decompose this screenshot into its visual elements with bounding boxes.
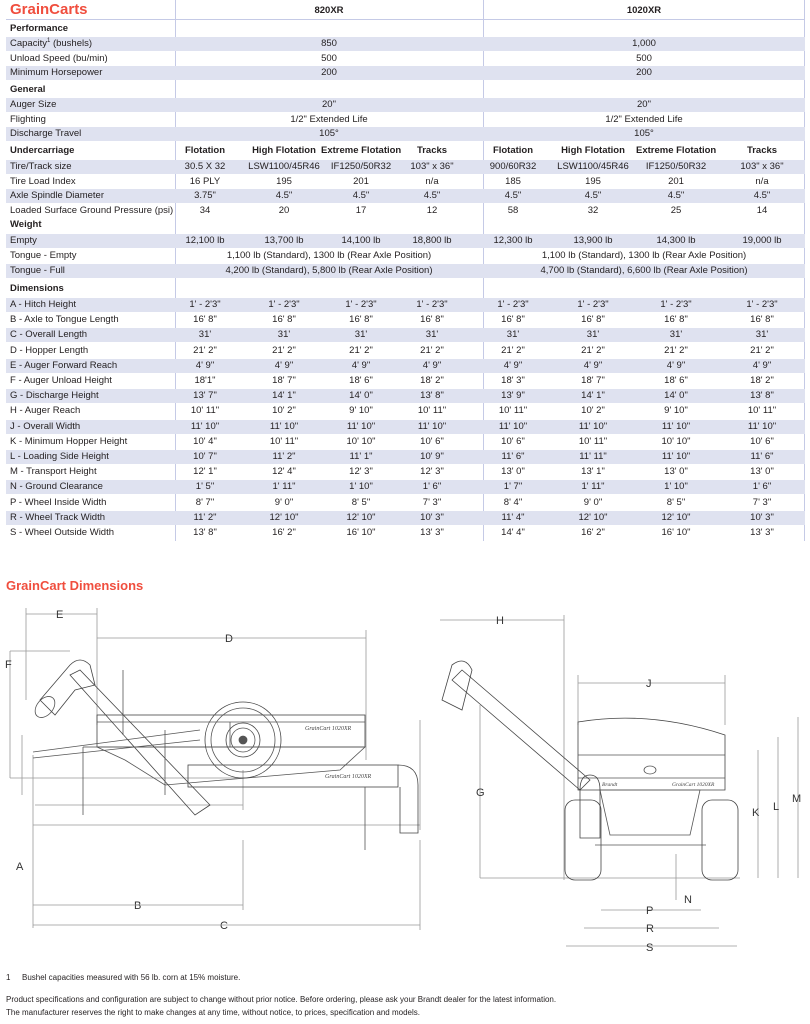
cell-value: 9' 0" [274,496,294,508]
cell-value: 10' 7" [193,451,217,462]
row-label: Tire Load Index [10,175,76,187]
brand-decal: Brandt [602,782,618,788]
cell-value: 21' 2" [501,344,525,356]
cell-value: 8' 4" [503,496,523,508]
table-row [6,98,805,112]
cell-value: 900/60R32 [489,161,537,172]
cell-value: 16' 10" [661,527,691,538]
cell-value: 19,000 lb [742,235,782,246]
table-row [6,480,805,494]
cell-value: 16' 8" [349,314,373,326]
row-label: P - Wheel Inside Width [10,496,107,508]
cell-value: 34 [199,204,211,216]
cell-value: 13' 0" [664,466,688,478]
table-row [6,175,805,189]
cell-value: LSW1100/45R46 [557,161,629,172]
cell-value: 11' 10" [578,420,608,432]
cell-value: 18' 2" [420,375,444,386]
auger-spout [40,660,95,715]
row-label: J - Overall Width [10,420,81,432]
cell-value: 13' 3" [420,527,444,538]
cell-value: 10' 3" [420,511,444,523]
cell-value: 1' 10" [664,481,688,493]
cell-value: 4' 9" [666,359,686,371]
auger-tube-rear [452,670,590,790]
footnote-ref: 1 [46,38,51,44]
row-label: Minimum Horsepower [10,67,103,79]
cell-value: 103" x 36" [740,161,784,172]
cell-value: 1' 11" [272,481,296,493]
cell-value: 1' - 2'3" [577,299,609,310]
dim-label-k: K [752,807,760,819]
cell-value: 9' 0" [583,496,603,508]
table-row [6,189,805,203]
cell-value: 13' 0" [750,466,774,478]
cell-value: 11' 10" [498,420,528,432]
cell-value: 21' 2" [349,344,373,356]
cell-value: 10' 2" [581,405,605,417]
column-header-high-flotation: High Flotation [561,145,625,156]
cell-value: 10' 11" [578,435,608,447]
cell-value: 1' - 2'3" [268,299,300,310]
cell-value: 10' 10" [661,435,691,447]
cell-value: 14' 4" [501,527,525,538]
cell-value: 11' 10" [661,451,691,462]
cell-value: 185 [505,175,521,187]
cell-value: 200 [321,67,337,79]
cell-value: n/a [425,175,439,187]
table-row [6,511,805,525]
cell-value: 30.5 X 32 [184,161,226,172]
cell-value: 11' 10" [346,420,376,432]
cell-value: 1' - 2'3" [189,299,221,310]
row-label: L - Loading Side Height [10,451,109,462]
cell-value: 1' 10" [349,481,373,493]
dim-label-e: E [56,609,64,621]
cell-value: 10' 10" [346,435,376,447]
cell-value: 4' 9" [503,359,523,371]
cell-value: 11' 2" [193,511,217,523]
cell-value: 1' 5" [195,481,215,493]
cell-value: IF1250/50R32 [645,161,707,172]
dim-label-r: R [646,923,654,935]
row-label: S - Wheel Outside Width [10,527,115,538]
cell-value: 8' 5" [351,496,371,508]
row-label: Loaded Surface Ground Pressure (psi) [10,204,174,216]
row-label: D - Hopper Length [10,344,89,356]
column-header-tracks: Tracks [746,145,778,156]
cell-value: 16' 8" [664,314,688,326]
row-label: Tire/Track size [10,161,72,172]
table-row [6,420,805,434]
cell-value: 11' 2" [272,451,296,462]
cell-value: 11' 11" [579,451,607,462]
cell-value: 16' 10" [346,527,376,538]
cell-value: 4.5" [753,190,771,202]
diagram-title: GrainCart Dimensions [6,578,144,593]
cell-value: 12' 3" [420,466,444,478]
cell-value: 18' 6" [664,375,688,386]
cell-value: 4,200 lb (Standard), 5,800 lb (Rear Axle Position) [225,265,433,276]
dim-label-s: S [646,942,654,954]
auger-spout-rear [442,661,472,710]
cell-value: 14' 0" [664,390,688,402]
cell-value: 17 [355,204,367,216]
cell-value: 18,800 lb [412,235,452,246]
cell-value: 11' 6" [750,451,774,462]
disclaimer: Product specifications and configuration are subject to change without prior notice. Before ordering, please ask your Brandt dealer for the latest information. The manufacturer reserves the right to make changes at any time, without notice, to prices, specification and models. [6,995,557,1017]
row-label: Auger Size [10,99,57,110]
cell-value: 13' 9" [501,390,525,402]
cell-value: 11' 10" [661,420,691,432]
row-label: M - Transport Height [10,466,97,478]
section-heading-dimensions: Dimensions [10,283,64,294]
cell-value: 850 [321,38,337,49]
hopper-rear [578,718,725,790]
cell-value: 9' 10" [349,405,373,417]
column-header-extreme-flotation: Extreme Flotation [321,145,402,156]
table-row [6,37,805,51]
cell-value: 21' 2" [193,344,217,356]
table-row [6,435,805,449]
cell-value: 14' 1" [272,390,296,402]
dim-label-n: N [684,894,692,906]
cell-value: 12,300 lb [493,235,533,246]
cell-value: 12,100 lb [185,235,225,246]
cell-value: 12' 10" [269,511,299,523]
cell-value: 1' - 2'3" [345,299,377,310]
column-header-extreme-flotation: Extreme Flotation [636,145,717,156]
dim-label-c: C [220,920,228,932]
row-label: E - Auger Forward Reach [10,359,118,371]
cell-value: 10' 9" [420,451,444,462]
cell-value: 4' 9" [351,359,371,371]
cell-value: 18' 7" [272,375,296,386]
dim-label-l: L [773,801,780,813]
cell-value: 11' 4" [501,511,525,523]
right-tire [702,800,738,880]
row-label: Discharge Travel [10,128,82,140]
cell-value: 12' 10" [578,511,608,523]
column-header-tracks: Tracks [416,145,448,156]
column-header-flotation: Flotation [492,145,534,156]
cell-value: 14' 1" [581,390,605,402]
cell-value: 10' 11" [747,405,777,417]
section-heading-performance: Performance [10,23,69,34]
cell-value: 1,100 lb (Standard), 1300 lb (Rear Axle Position) [541,250,747,261]
cell-value: 13' 3" [750,527,774,538]
cell-value: 31' [586,329,600,341]
cell-value: 4.5" [275,190,293,202]
table-row [6,234,805,248]
cell-value: 18' 6" [349,375,373,386]
cell-value: 201 [668,175,684,187]
cell-value: 4' 9" [583,359,603,371]
table-row [6,113,805,127]
cell-value: 500 [321,52,337,64]
row-label: Tongue - Empty [10,250,77,261]
cell-value: 1' - 2'3" [660,299,692,310]
cell-value: 12' 3" [349,466,373,478]
table-row [6,328,805,342]
cell-value: 1' - 2'3" [416,299,448,310]
cell-value: 14,300 lb [656,235,696,246]
row-label: K - Minimum Hopper Height [10,435,128,447]
row-label: Unload Speed (bu/min) [10,52,108,64]
cell-value: 12 [426,204,438,216]
spout-tube [398,765,418,833]
cell-value: 201 [353,175,369,187]
cell-value: 20" [637,99,651,110]
table-row [6,52,805,66]
cell-value: 103" x 36" [410,161,454,172]
cell-value: 1' 11" [581,481,605,493]
cell-value: 10' 11" [417,405,447,417]
cell-value: n/a [755,175,769,187]
decal-rear: GrainCart 1020XR [672,782,715,788]
cell-value: 31' [425,329,439,341]
cell-value: 3.75" [194,190,216,202]
cell-value: 11' 1" [349,451,373,462]
table-row [6,298,805,312]
model-header-1020xr: 1020XR [626,5,662,16]
column-header-flotation: Flotation [184,145,226,156]
row-label: Empty [10,235,37,246]
table-row [6,127,805,141]
cell-value: 12' 10" [661,511,691,523]
row-label: G - Discharge Height [10,390,99,402]
table-row [6,389,805,403]
cell-value: 16' 2" [581,527,605,538]
header-divider [6,19,805,20]
cell-value: 13' 7" [193,390,217,402]
cell-value: 1,000 [632,38,656,49]
row-label: R - Wheel Track Width [10,511,106,523]
cell-value: 10' 4" [193,435,217,447]
cell-value: 195 [585,175,601,187]
table-row [6,66,805,80]
cell-value: 18' 2" [750,375,774,386]
cell-value: 1' - 2'3" [497,299,529,310]
row-label: H - Auger Reach [10,405,81,417]
cell-value: 10' 11" [269,435,299,447]
cell-value: 20" [322,99,336,110]
cell-value: 18'1" [194,375,216,386]
cell-value: 8' 7" [195,496,215,508]
cell-value: 4.5" [584,190,602,202]
cell-value: 18' 3" [501,375,525,386]
cell-value: 8' 5" [666,496,686,508]
cell-value: 13' 8" [420,390,444,402]
cell-value: 7' 3" [752,496,772,508]
cell-value: 21' 2" [750,344,774,356]
cell-value: 16' 2" [272,527,296,538]
cell-value: 10' 11" [498,405,528,417]
table-row [6,344,805,358]
cell-value: 31' [506,329,520,341]
cell-value: 11' 10" [747,420,777,432]
column-header-high-flotation: High Flotation [252,145,316,156]
cell-value: 14 [756,204,768,216]
cell-value: 31' [277,329,291,341]
cell-value: 4' 9" [274,359,294,371]
dim-label-j: J [646,678,652,690]
cell-value: 16' 8" [272,314,296,326]
cell-value: 20 [278,204,290,216]
cell-value: IF1250/50R32 [330,161,392,172]
row-label: Tongue - Full [10,265,65,276]
left-tire [565,800,601,880]
table-row [6,465,805,479]
cell-value: 13' 8" [750,390,774,402]
cell-value: 1' 7" [503,481,523,493]
cell-value: 13' 0" [501,466,525,478]
table-row [6,374,805,388]
cell-value: 21' 2" [664,344,688,356]
cell-value: 31' [755,329,769,341]
cell-value: 21' 2" [420,344,444,356]
model-header-820xr: 820XR [314,5,344,16]
cell-value: 13,700 lb [264,235,304,246]
row-label: Capacity$^1$ (bushels) [10,38,93,49]
cell-value: 16' 8" [581,314,605,326]
auger-tube [70,670,210,815]
dim-label-d: D [225,633,233,645]
cell-value: 1/2" Extended Life [605,113,683,125]
table-row [6,450,805,464]
rear-view-diagram [440,610,810,955]
cell-value: 18' 7" [581,375,605,386]
dim-label-g: G [476,787,485,799]
cell-value: 13' 8" [193,527,217,538]
table-row [6,204,805,218]
cell-value: 4' 9" [195,359,215,371]
cell-value: 11' 10" [269,420,299,432]
cell-value: 16' 8" [420,314,444,326]
section-heading-weight: Weight [10,219,42,230]
cell-value: 13,900 lb [573,235,613,246]
cell-value: 21' 2" [581,344,605,356]
dim-label-a: A [16,861,24,873]
cell-value: 7' 3" [422,496,442,508]
cell-value: 12' 1" [193,466,217,478]
row-label: A - Hitch Height [10,299,76,310]
cell-value: 16' 8" [750,314,774,326]
cell-value: 1/2" Extended Life [290,113,368,125]
cell-value: 58 [507,204,519,216]
table-row [6,160,805,174]
row-label: B - Axle to Tongue Length [10,314,119,326]
table-row [6,313,805,327]
cell-value: 10' 3" [750,511,774,523]
cell-value: 4.5" [504,190,522,202]
cell-value: 31' [198,329,212,341]
cell-value: 4.5" [352,190,370,202]
cell-value: 16' 8" [501,314,525,326]
cell-value: 200 [636,67,652,79]
cell-value: 10' 11" [190,405,220,417]
row-label-suffix: (bushels) [50,38,93,49]
cell-value: 4' 9" [422,359,442,371]
cell-value: LSW1100/45R46 [248,161,320,172]
cell-value: 4,700 lb (Standard), 6,600 lb (Rear Axle Position) [540,265,748,276]
cell-value: 13' 1" [581,466,605,478]
cell-value: 12' 4" [272,466,296,478]
dim-label-f: F [5,659,12,671]
cell-value: 105° [319,128,339,140]
cell-value: 105° [634,128,654,140]
cell-value: 4.5" [667,190,685,202]
cell-value: 10' 2" [272,405,296,417]
cell-value: 25 [670,204,682,216]
dim-label-m: M [792,793,802,805]
decal-auger: GrainCart 1020XR [325,774,372,780]
cell-value: 10' 6" [501,435,525,447]
cell-value: 31' [354,329,368,341]
cell-value: 500 [636,52,652,64]
dim-label-b: B [134,900,142,912]
cell-value: 1' 6" [752,481,772,493]
cell-value: 14' 0" [349,390,373,402]
cell-value: 21' 2" [272,344,296,356]
side-view-diagram [0,600,430,950]
cell-value: 10' 6" [420,435,444,447]
row-label: F - Auger Unload Height [10,375,112,386]
cell-value: 11' 10" [190,420,220,432]
cell-value: 11' 6" [501,451,525,462]
table-row [6,526,805,540]
section-heading-undercarriage: Undercarriage [10,145,75,156]
row-label: Axle Spindle Diameter [10,190,104,202]
table-row [6,404,805,418]
cell-value: 31' [669,329,683,341]
cell-value: 4' 9" [752,359,772,371]
table-row [6,249,805,263]
row-label: C - Overall Length [10,329,88,341]
table-row [6,359,805,373]
table-row [6,496,805,510]
cell-value: 1' 6" [422,481,442,493]
footnote-number: 1 [6,973,11,982]
row-label: N - Ground Clearance [10,481,103,493]
cell-value: 1' - 2'3" [746,299,778,310]
dim-label-p: P [646,905,654,917]
cell-value: 1,100 lb (Standard), 1300 lb (Rear Axle Position) [226,250,432,261]
cell-value: 195 [276,175,292,187]
cell-value: 32 [587,204,599,216]
cell-value: 12' 10" [346,511,376,523]
page-title: GrainCarts [10,1,88,18]
cell-value: 16 PLY [189,175,221,187]
cell-value: 4.5" [423,190,441,202]
cell-value: 10' 6" [750,435,774,447]
footnote [6,973,240,982]
cell-value: 11' 10" [417,420,447,432]
cell-value: 16' 8" [193,314,217,326]
row-label: Flighting [10,113,46,125]
cell-value: 14,100 lb [341,235,381,246]
decal-hopper: GrainCart 1020XR [305,726,352,732]
section-heading-general: General [10,84,46,95]
dim-label-h: H [496,615,504,627]
footnote-text: Bushel capacities measured with 56 lb. corn at 15% moisture. [22,973,241,982]
table-row [6,264,805,278]
cell-value: 9' 10" [664,405,688,417]
